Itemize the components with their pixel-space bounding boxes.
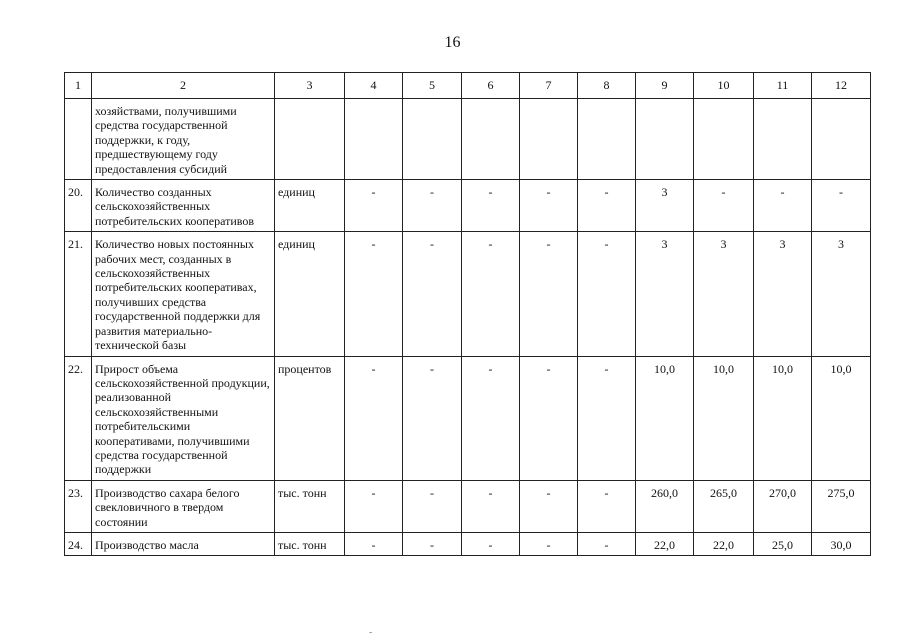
value-cell-col-6: -	[462, 532, 520, 555]
value-cell-col-4: -	[345, 356, 403, 480]
table-body	[65, 73, 871, 556]
row-number	[65, 99, 92, 180]
unit-of-measure: единиц	[275, 180, 345, 232]
value-cell-col-11: -	[754, 180, 812, 232]
column-header-3: 3	[275, 73, 345, 99]
row-number: 22.	[65, 356, 92, 480]
row-number: 20.	[65, 180, 92, 232]
column-header-5: 5	[403, 73, 462, 99]
indicator-name: Производство масла	[92, 532, 275, 555]
column-header-1: 1	[65, 73, 92, 99]
value-cell-col-10	[694, 99, 754, 180]
value-cell-col-11: 25,0	[754, 532, 812, 555]
value-cell-col-11	[754, 99, 812, 180]
value-cell-col-9: 22,0	[636, 532, 694, 555]
value-cell-col-11: 3	[754, 232, 812, 356]
value-cell-col-6: -	[462, 180, 520, 232]
value-cell-col-4	[345, 99, 403, 180]
table-row	[65, 99, 871, 180]
value-cell-col-9: 3	[636, 180, 694, 232]
column-header-10: 10	[694, 73, 754, 99]
value-cell-col-10: 22,0	[694, 532, 754, 555]
value-cell-col-9	[636, 99, 694, 180]
column-header-12: 12	[812, 73, 871, 99]
footer-mark: -	[369, 627, 373, 638]
row-number: 24.	[65, 532, 92, 555]
column-header-9: 9	[636, 73, 694, 99]
value-cell-col-5: -	[403, 356, 462, 480]
value-cell-col-12	[812, 99, 871, 180]
column-header-4: 4	[345, 73, 403, 99]
value-cell-col-10: 265,0	[694, 480, 754, 532]
value-cell-col-10: -	[694, 180, 754, 232]
value-cell-col-4: -	[345, 532, 403, 555]
value-cell-col-6: -	[462, 480, 520, 532]
table-header-row	[65, 73, 871, 99]
value-cell-col-12: 30,0	[812, 532, 871, 555]
table-row	[65, 480, 871, 532]
unit-of-measure	[275, 99, 345, 180]
value-cell-col-8: -	[578, 480, 636, 532]
page-number: 16	[444, 34, 461, 51]
table-row	[65, 356, 871, 480]
value-cell-col-8: -	[578, 532, 636, 555]
value-cell-col-6: -	[462, 232, 520, 356]
value-cell-col-5: -	[403, 532, 462, 555]
value-cell-col-6: -	[462, 356, 520, 480]
unit-of-measure: тыс. тонн	[275, 532, 345, 555]
value-cell-col-12: -	[812, 180, 871, 232]
value-cell-col-10: 3	[694, 232, 754, 356]
column-header-7: 7	[520, 73, 578, 99]
value-cell-col-7: -	[520, 180, 578, 232]
value-cell-col-11: 270,0	[754, 480, 812, 532]
value-cell-col-9: 10,0	[636, 356, 694, 480]
value-cell-col-6	[462, 99, 520, 180]
table-row	[65, 532, 871, 555]
indicators-table	[64, 72, 871, 556]
unit-of-measure: тыс. тонн	[275, 480, 345, 532]
value-cell-col-12: 10,0	[812, 356, 871, 480]
value-cell-col-7: -	[520, 232, 578, 356]
value-cell-col-9: 260,0	[636, 480, 694, 532]
value-cell-col-5: -	[403, 232, 462, 356]
value-cell-col-7: -	[520, 532, 578, 555]
value-cell-col-8: -	[578, 232, 636, 356]
value-cell-col-8	[578, 99, 636, 180]
column-header-6: 6	[462, 73, 520, 99]
value-cell-col-4: -	[345, 232, 403, 356]
unit-of-measure: процентов	[275, 356, 345, 480]
column-header-2: 2	[92, 73, 275, 99]
value-cell-col-5: -	[403, 480, 462, 532]
indicator-name: Производство сахара белого свекловичного в твердом состоянии	[92, 480, 275, 532]
indicator-name: Количество созданных сельскохозяйственных потребительских кооперативов	[92, 180, 275, 232]
row-number: 23.	[65, 480, 92, 532]
table-row	[65, 180, 871, 232]
value-cell-col-10: 10,0	[694, 356, 754, 480]
value-cell-col-8: -	[578, 356, 636, 480]
row-number: 21.	[65, 232, 92, 356]
indicator-name: Количество новых постоянных рабочих мест, созданных в сельскохозяйственных потребительских кооперативах, получивших средства государственной поддержки для развития материально-технической базы	[92, 232, 275, 356]
value-cell-col-12: 3	[812, 232, 871, 356]
column-header-8: 8	[578, 73, 636, 99]
value-cell-col-7: -	[520, 356, 578, 480]
value-cell-col-11: 10,0	[754, 356, 812, 480]
value-cell-col-9: 3	[636, 232, 694, 356]
value-cell-col-12: 275,0	[812, 480, 871, 532]
value-cell-col-4: -	[345, 180, 403, 232]
indicator-name: Прирост объема сельскохозяйственной продукции, реализованной сельскохозяйственными потребительскими кооперативами, получившими средства государственной поддержки	[92, 356, 275, 480]
value-cell-col-7: -	[520, 480, 578, 532]
value-cell-col-7	[520, 99, 578, 180]
value-cell-col-8: -	[578, 180, 636, 232]
value-cell-col-4: -	[345, 480, 403, 532]
indicator-name: хозяйствами, получившими средства государственной поддержки, к году, предшествующему году предоставления субсидий	[92, 99, 275, 180]
unit-of-measure: единиц	[275, 232, 345, 356]
table-row	[65, 232, 871, 356]
value-cell-col-5	[403, 99, 462, 180]
value-cell-col-5: -	[403, 180, 462, 232]
column-header-11: 11	[754, 73, 812, 99]
